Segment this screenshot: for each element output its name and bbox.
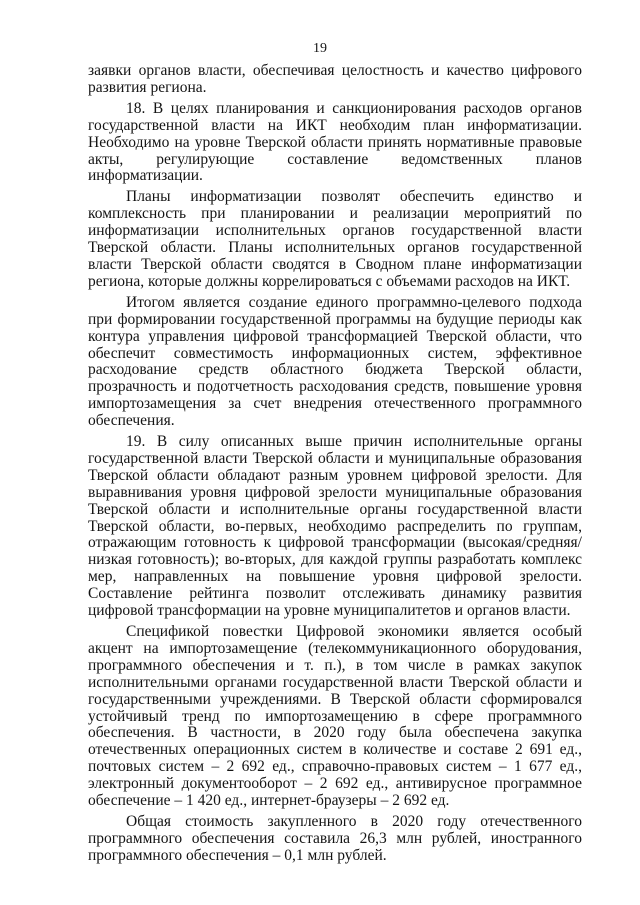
paragraph-item-19: 19. В силу описанных выше причин исполнительные органы государственной власти Тверской области и муниципальные образования Тверской области обладают разным уровнем цифровой зрелости. Для выравнивания уровня цифровой зрелости муниципальные образования Тверской области и исполнительные органы государственной власти Тверской области, во-первых, необходимо распределить по группам, отражающим готовность к цифровой трансформации (высокая/средняя/низкая готовность); во-вторых, для каждой группы разработать комплекс мер, направленных на повышение уровня цифровой зрелости. Составление рейтинга позволит отслеживать динамику развития цифровой трансформации на уровне муниципалитетов и органов власти. [88, 433, 582, 620]
paragraph-item-18: 18. В целях планирования и санкционирования расходов органов государственной власти на ИКТ необходим план информатизации. Необходимо на уровне Тверской области принять нормативные правовые акты, регулирующие составление ведомственных планов информатизации. [88, 99, 582, 185]
document-body [88, 63, 582, 869]
paragraph-import-substitution: Спецификой повестки Цифровой экономики является особый акцент на импортозамещение (телекоммуникационного оборудования, программного обеспечения и т. п.), в том числе в рамках закупок исполнительными органами государственной власти Тверской области и государственными учреждениями. В Тверской области сформировался устойчивый тренд по импортозамещению в сфере программного обеспечения. В частности, в 2020 году была обеспечена закупка отечественных операционных систем в количестве и составе 2 691 ед., почтовых систем – 2 692 ед., справочно-правовых систем – 1 677 ед., электронный документооборот – 2 692 ед., антивирусное программное обеспечение – 1 420 ед., интернет-браузеры – 2 692 ед. [88, 623, 582, 810]
paragraph-plans: Планы информатизации позволят обеспечить единство и комплексность при планировании и реализации мероприятий по информатизации исполнительных органов государственной власти Тверской области. Планы исполнительных органов государственной власти Тверской области сводятся в Сводном плане информатизации региона, которые должны коррелироваться с объемами расходов на ИКТ. [88, 188, 582, 290]
paragraph-continuation: заявки органов власти, обеспечивая целостность и качество цифрового развития региона. [88, 62, 582, 96]
page-number: 19 [313, 41, 327, 56]
paragraph-result: Итогом является создание единого программно-целевого подхода при формировании государственной программы на будущие периоды как контура управления цифровой трансформацией Тверской области, что обеспечит совместимость информационных систем, эффективное расходование средств областного бюджета Тверской области, прозрачность и подотчетность расходования средств, повышение уровня импортозамещения за счет внедрения отечественного программного обеспечения. [88, 293, 582, 430]
paragraph-total-cost: Общая стоимость закупленного в 2020 году отечественного программного обеспечения составила 26,3 млн рублей, иностранного программного обеспечения – 0,1 млн рублей. [88, 812, 582, 864]
